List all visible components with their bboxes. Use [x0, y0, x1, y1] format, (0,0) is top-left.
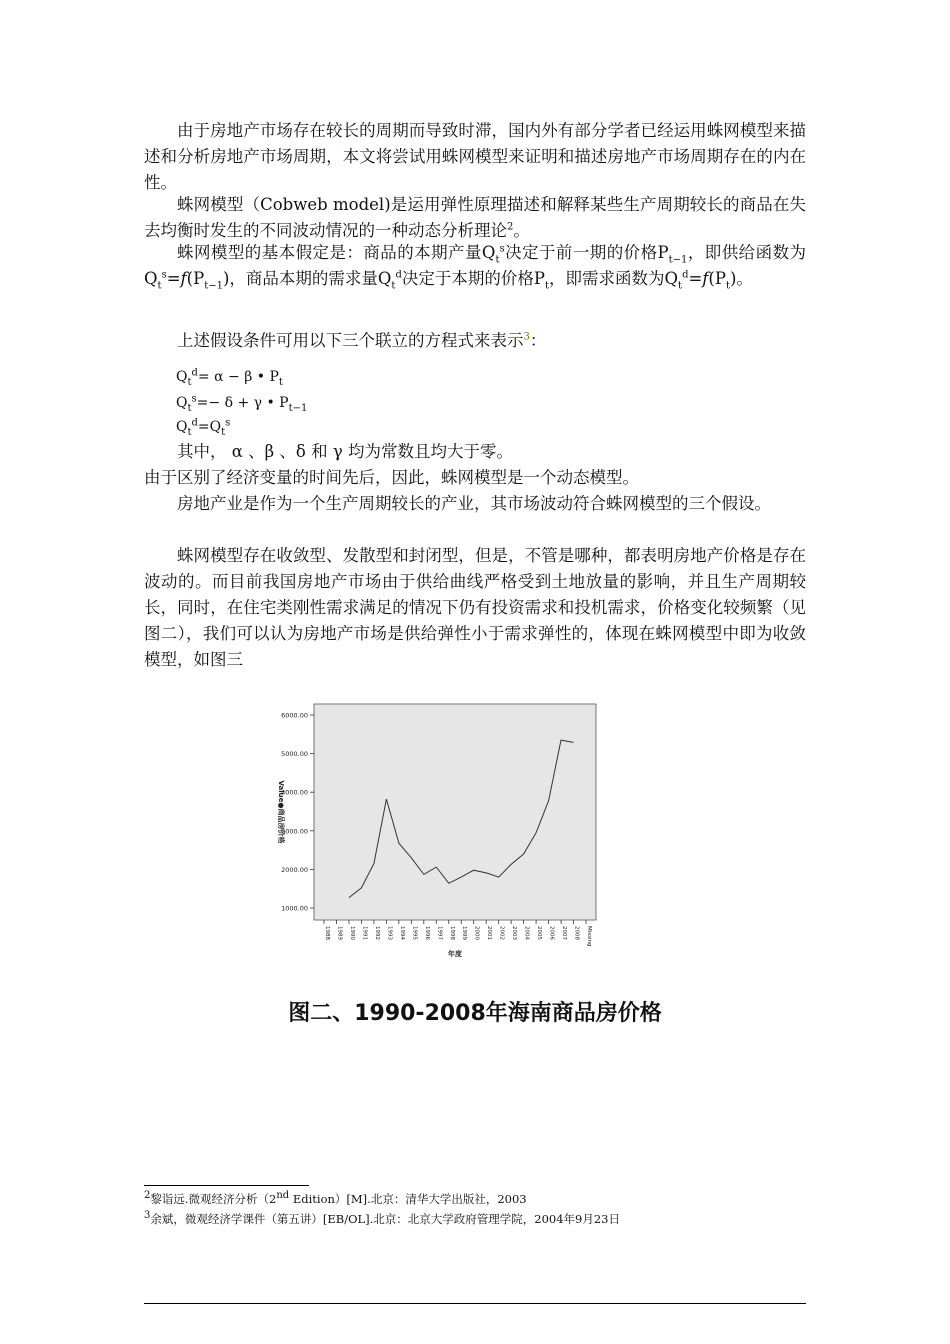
- footnote-divider: [144, 1185, 309, 1186]
- x-tick-label: 2002: [498, 926, 505, 940]
- x-tick-label: Missing: [586, 926, 592, 947]
- x-tick-label: 1997: [436, 926, 443, 940]
- paragraph-equation-intro: 上述假设条件可用以下三个联立的方程式来表示$^3$：: [177, 331, 547, 350]
- paragraph-convergence: 蛛网模型存在收敛型、发散型和封闭型，但是，不管是哪种，都表明房地产价格是存在波动的。而目前我国房地产市场由于供给曲线严格受到土地放量的影响，并且生产周期较长，同时，在住宅类刚性需求满足的情况下仍有投资需求和投机需求，价格变化较频繁（见图二），我们可以认为房地产市场是供给弹性小于需求弹性的，体现在蛛网模型中即为收敛模型，如图三: [144, 546, 806, 669]
- x-tick-label: 2007: [561, 926, 568, 940]
- paragraph-assumptions: 蛛网模型的基本假定是：商品的本期产量$Q_t^s$决定于前一期的价格$P_{t-1}$，即供给函数为$Q_t^s=𝑓(P_{t-1})$，商品本期的需求量$Q_t^d$决定于本期的价格$P_t$，即需求函数为$Q_t^d=𝑓(P_t)$。: [144, 243, 807, 292]
- equation-supply: $Q_t^s=- \delta + \gamma$ • $P_{t-1}$: [176, 393, 308, 414]
- x-tick-label: 2008: [573, 926, 580, 940]
- x-tick-label: 1996: [423, 926, 430, 940]
- x-tick-label: 1998: [448, 926, 455, 940]
- equation-demand: $Q_t^d= \alpha - \beta$ • $P_t$: [176, 367, 283, 388]
- x-tick-label: 1990: [348, 926, 355, 940]
- x-axis-label: 年度: [448, 950, 462, 958]
- footnote-2: $^2$黎诣远.微观经济分析（2nd Edition）[M].北京：清华大学出版社，2003: [144, 1190, 527, 1206]
- y-tick-label: 4000.00: [281, 788, 308, 797]
- footnote-3: $^3$余斌，微观经济学课件（第五讲）[EB/OL].北京：北京大学政府管理学院，2004年9月23日: [144, 1210, 621, 1226]
- plot-area: [314, 704, 596, 920]
- x-tick-label: 2001: [486, 926, 493, 940]
- x-tick-label: 2005: [536, 926, 543, 940]
- footnote-ref-2: 2: [507, 221, 514, 233]
- figure-caption: 图二、1990-2008年海南商品房价格: [288, 1001, 662, 1026]
- y-tick-label: 3000.00: [281, 827, 308, 836]
- x-tick-label: 1999: [461, 926, 468, 940]
- y-tick-label: 5000.00: [281, 750, 308, 759]
- footnote-ref-3: 3: [523, 331, 530, 343]
- x-tick-label: 1988: [324, 926, 330, 940]
- y-axis-label: Value●商品房价格: [277, 780, 285, 844]
- page-bottom-rule: [144, 1303, 806, 1304]
- x-tick-label: 2004: [523, 926, 530, 940]
- x-tick-label: 1989: [336, 926, 343, 940]
- x-tick-label: 2006: [548, 926, 555, 940]
- x-tick-label: 1993: [386, 926, 393, 940]
- paragraph-intro: 由于房地产市场存在较长的周期而导致时滞，国内外有部分学者已经运用蛛网模型来描述和分析房地产市场周期，本文将尝试用蛛网模型来证明和描述房地产市场周期存在的内在性。: [144, 121, 806, 192]
- price-line-chart: [270, 698, 600, 968]
- x-tick-label: 1994: [398, 926, 405, 940]
- x-tick-label: 2000: [473, 926, 480, 940]
- y-tick-label: 2000.00: [281, 865, 308, 874]
- paragraph-constants: 其中， α 、β 、δ 和 γ 均为常数且均大于零。: [177, 442, 513, 461]
- y-tick-label: 1000.00: [281, 904, 308, 913]
- x-tick-label: 1995: [411, 926, 418, 940]
- equation-equilibrium: $Q_t^d=Q_t^s$: [176, 417, 231, 438]
- paragraph-dynamic-model: 由于区别了经济变量的时间先后，因此，蛛网模型是一个动态模型。: [144, 468, 639, 487]
- x-tick-label: 1991: [361, 926, 368, 940]
- paragraph-cobweb-definition: 蛛网模型（Cobweb model)是运用弹性原理描述和解释某些生产周期较长的商品在失去均衡时发生的不同波动情况的一种动态分析理论$^2$。: [144, 195, 806, 240]
- paragraph-real-estate: 房地产业是作为一个生产周期较长的产业，其市场波动符合蛛网模型的三个假设。: [177, 494, 771, 513]
- x-tick-label: 1992: [373, 926, 380, 940]
- x-tick-label: 2003: [511, 926, 518, 940]
- y-tick-label: 6000.00: [281, 711, 308, 720]
